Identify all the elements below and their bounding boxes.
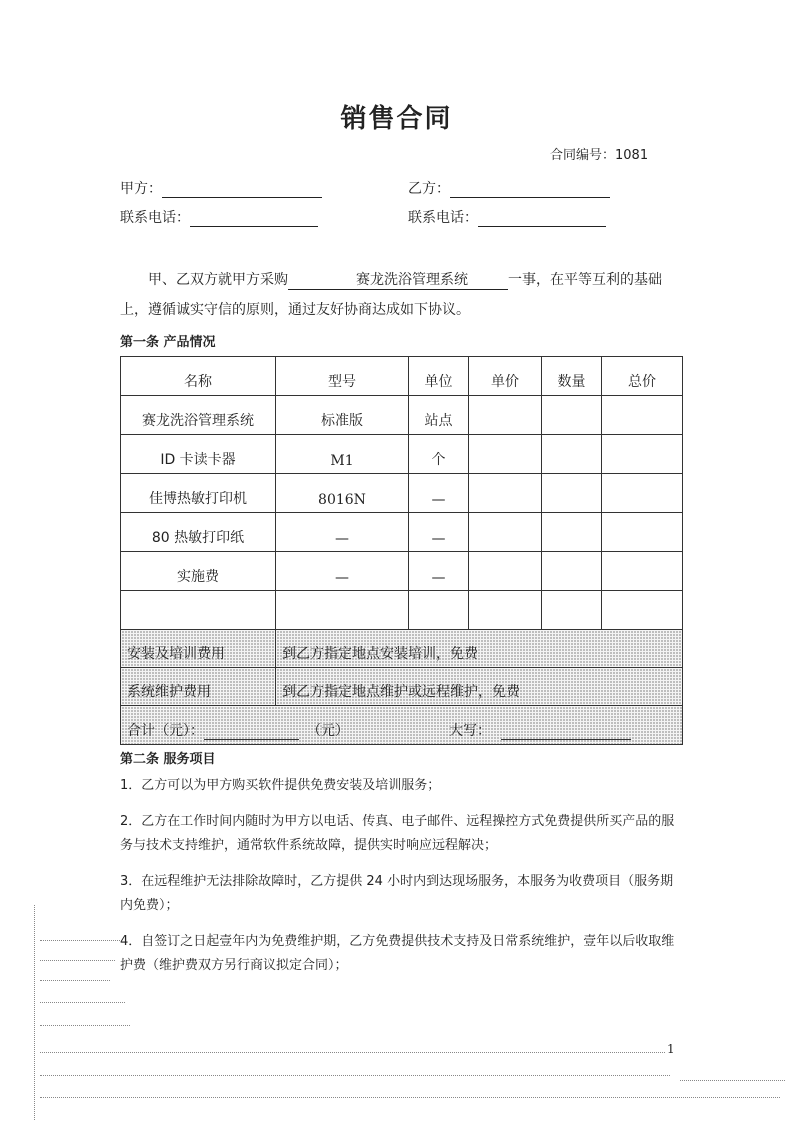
page-number: 1 — [667, 1042, 675, 1056]
total-cell — [121, 706, 683, 745]
unit-price-cell — [469, 435, 542, 474]
maintenance-fee-label: 系统维护费用 — [121, 668, 276, 706]
party-a-blank — [162, 181, 322, 198]
total-price-cell — [602, 435, 683, 474]
unit-price-cell — [469, 513, 542, 552]
install-fee-row — [121, 630, 683, 668]
total-price-cell — [602, 396, 683, 435]
dotted-line — [680, 1080, 785, 1081]
header-cell: 单价 — [469, 357, 542, 396]
unit-price-cell — [469, 552, 542, 591]
section1-heading: 第一条 产品情况 — [120, 335, 216, 350]
section2-heading: 第二条 服务项目 — [120, 752, 216, 767]
product-name-cell — [121, 591, 276, 630]
product-unit-cell: — — [409, 474, 469, 513]
product-table — [120, 356, 683, 745]
quantity-cell — [542, 552, 602, 591]
total-capital-blank — [501, 725, 631, 740]
table-row — [121, 552, 683, 591]
quantity-cell — [542, 591, 602, 630]
header-cell: 型号 — [276, 357, 409, 396]
total-price-cell — [602, 474, 683, 513]
product-model-cell: — — [276, 552, 409, 591]
quantity-cell — [542, 396, 602, 435]
product-unit-cell: — — [409, 552, 469, 591]
product-model-cell: 8016N — [276, 474, 409, 513]
product-unit-cell: 站点 — [409, 396, 469, 435]
party-a-field — [120, 178, 322, 198]
dotted-line — [40, 1097, 780, 1098]
product-unit-cell: 个 — [409, 435, 469, 474]
total-price-cell — [602, 591, 683, 630]
intro-after: 一事，在平等互利的基础上，遵循诚实守信的原则，通过友好协商达成如下协议。 — [120, 272, 662, 318]
phone-b-label: 联系电话： — [408, 210, 478, 226]
table-header-row — [121, 357, 683, 396]
dotted-line — [40, 940, 120, 941]
product-name-cell: 赛龙洗浴管理系统 — [121, 396, 276, 435]
product-model-cell: 标准版 — [276, 396, 409, 435]
service-item: 3．在远程维护无法排除故障时，乙方提供 24 小时内到达现场服务，本服务为收费项目（服务期内免费）； — [120, 874, 674, 913]
product-model-cell — [276, 591, 409, 630]
total-price-cell — [602, 552, 683, 591]
intro-subject: 赛龙洗浴管理系统 — [288, 271, 508, 290]
unit-price-cell — [469, 591, 542, 630]
dotted-line — [40, 1052, 665, 1053]
unit-price-cell — [469, 474, 542, 513]
service-list — [120, 774, 685, 990]
service-item: 4．自签订之日起壹年内为免费维护期，乙方免费提供技术支持及日常系统维护，壹年以后收取维护费（维护费双方另行商议拟定合同）； — [120, 934, 675, 973]
party-b-blank — [450, 181, 610, 198]
product-model-cell: M1 — [276, 435, 409, 474]
product-name-cell: ID 卡读卡器 — [121, 435, 276, 474]
party-b-field — [408, 178, 610, 198]
product-model-cell: — — [276, 513, 409, 552]
document-title: 销售合同 — [340, 104, 453, 134]
product-name-cell: 佳博热敏打印机 — [121, 474, 276, 513]
party-b-label: 乙方： — [408, 181, 450, 197]
quantity-cell — [542, 513, 602, 552]
dotted-line — [40, 960, 115, 961]
dotted-line — [40, 1002, 125, 1003]
header-cell: 单位 — [409, 357, 469, 396]
product-name-cell: 80 热敏打印纸 — [121, 513, 276, 552]
total-line — [127, 720, 682, 740]
unit-price-cell — [469, 396, 542, 435]
party-a-label: 甲方： — [120, 181, 162, 197]
table-row — [121, 435, 683, 474]
intro-paragraph — [120, 265, 680, 325]
table-row — [121, 513, 683, 552]
phone-b-blank — [478, 210, 606, 227]
phone-a-blank — [190, 210, 318, 227]
total-row — [121, 706, 683, 745]
quantity-cell — [542, 435, 602, 474]
maintenance-fee-value: 到乙方指定地点维护或远程维护，免费 — [276, 668, 683, 706]
total-amount-blank — [204, 725, 299, 740]
dotted-line — [40, 980, 110, 981]
contract-number: 合同编号：1081 — [550, 148, 649, 163]
install-fee-label: 安装及培训费用 — [121, 630, 276, 668]
product-unit-cell — [409, 591, 469, 630]
product-name-cell: 实施费 — [121, 552, 276, 591]
phone-a-field — [120, 207, 318, 227]
table-row — [121, 591, 683, 630]
total-label: 合计（元）： — [127, 723, 204, 739]
table-row — [121, 396, 683, 435]
maintenance-fee-row — [121, 668, 683, 706]
install-fee-value: 到乙方指定地点安装培训，免费 — [276, 630, 683, 668]
quantity-cell — [542, 474, 602, 513]
phone-a-label: 联系电话： — [120, 210, 190, 226]
intro-before: 甲、乙双方就甲方采购 — [148, 272, 288, 288]
total-price-cell — [602, 513, 683, 552]
total-capital-label: 大写： — [449, 723, 491, 739]
dotted-edge — [34, 905, 35, 1120]
service-item: 1．乙方可以为甲方购买软件提供免费安装及培训服务； — [120, 778, 441, 793]
dotted-line — [40, 1075, 670, 1076]
service-item: 2．乙方在工作时间内随时为甲方以电话、传真、电子邮件、远程操控方式免费提供所买产品的服务与技术支持维护，通常软件系统故障，提供实时响应远程解决； — [120, 814, 675, 853]
phone-b-field — [408, 207, 606, 227]
header-cell: 数量 — [542, 357, 602, 396]
header-cell: 名称 — [121, 357, 276, 396]
total-unit: （元） — [307, 723, 349, 739]
header-cell: 总价 — [602, 357, 683, 396]
product-unit-cell: — — [409, 513, 469, 552]
dotted-line — [40, 1025, 130, 1026]
table-row — [121, 474, 683, 513]
